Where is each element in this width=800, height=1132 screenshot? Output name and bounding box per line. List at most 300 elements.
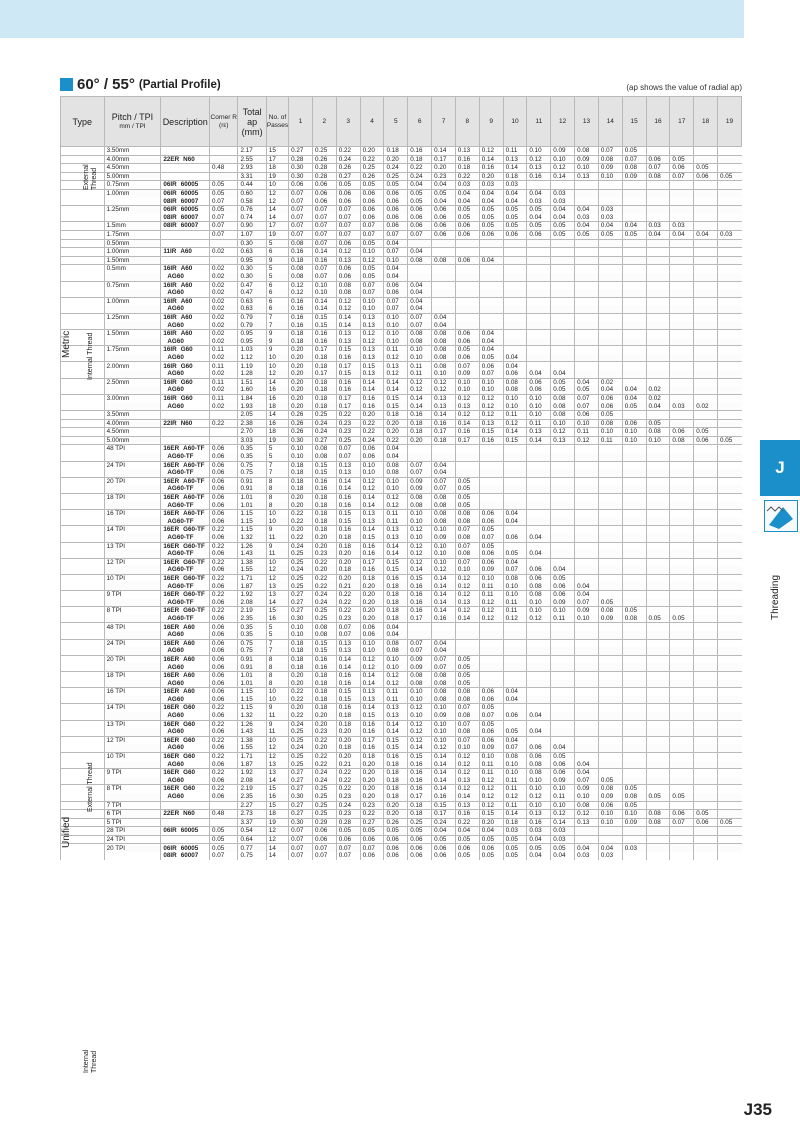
insert-code: AG60	[167, 353, 184, 361]
pass-value-16	[646, 362, 670, 370]
pass-value-3: 0.16	[336, 354, 360, 362]
pass-value-11: 0.16	[527, 172, 551, 181]
pass-value-18	[694, 265, 718, 273]
pass-value-16	[646, 206, 670, 214]
description-cell	[161, 181, 210, 190]
pass-value-15	[622, 469, 646, 477]
pass-value-13: 0.09	[575, 607, 599, 615]
pass-value-2: 0.18	[312, 502, 336, 510]
pass-value-14	[598, 534, 622, 542]
table-row	[61, 720, 742, 728]
description-cell	[161, 558, 210, 566]
pass-value-18	[694, 777, 718, 785]
pass-value-13	[575, 453, 599, 461]
pass-value-3: 0.14	[336, 485, 360, 493]
pass-value-10: 0.05	[503, 550, 527, 558]
pass-value-18	[694, 720, 718, 728]
description-cell	[161, 502, 210, 510]
pass-value-10: 0.15	[503, 436, 527, 445]
pass-value-16: 0.02	[646, 394, 670, 402]
passes-cell: 14	[266, 599, 288, 607]
pass-value-3: 0.15	[336, 696, 360, 704]
pass-value-19	[718, 631, 742, 639]
passes-cell: 12	[266, 574, 288, 582]
pass-value-3: 0.13	[336, 469, 360, 477]
pass-value-17	[670, 485, 694, 493]
pass-value-2: 0.06	[312, 827, 336, 836]
insert-code: N60	[183, 155, 195, 163]
holder-code: 16ER	[163, 510, 180, 518]
pass-value-8: 0.13	[455, 402, 479, 410]
pass-value-3: 0.12	[336, 305, 360, 313]
pass-value-7: 0.07	[432, 655, 456, 663]
pass-value-9: 0.04	[479, 346, 503, 354]
pass-value-12	[551, 445, 575, 453]
pass-value-14	[598, 712, 622, 720]
pass-value-19	[718, 835, 742, 844]
pass-value-16	[646, 313, 670, 321]
pass-value-3: 0.20	[336, 752, 360, 760]
pass-value-18	[694, 305, 718, 313]
pass-value-18	[694, 239, 718, 248]
pass-value-8: 0.05	[455, 485, 479, 493]
pitch-cell	[104, 386, 161, 394]
pass-value-12	[551, 728, 575, 736]
pass-value-17	[670, 370, 694, 378]
pass-value-8: 0.12	[455, 769, 479, 777]
pass-value-4: 0.06	[360, 189, 384, 197]
pass-value-15: 0.10	[622, 428, 646, 437]
pass-value-12	[551, 688, 575, 696]
pass-value-6: 0.04	[408, 289, 432, 297]
pass-value-14	[598, 688, 622, 696]
table-row	[61, 445, 742, 453]
pass-value-16: 0.05	[646, 419, 670, 428]
description-cell	[161, 696, 210, 704]
pass-value-2: 0.24	[312, 777, 336, 785]
pass-value-8	[455, 623, 479, 631]
passes-cell: 19	[266, 818, 288, 827]
description-cell	[161, 680, 210, 688]
pass-value-16	[646, 844, 670, 852]
pass-value-17	[670, 534, 694, 542]
pass-value-5: 0.16	[384, 752, 408, 760]
pass-value-2: 0.16	[312, 485, 336, 493]
pass-value-6: 0.16	[408, 607, 432, 615]
pass-value-1: 0.24	[289, 720, 313, 728]
pass-value-4: 0.16	[360, 728, 384, 736]
description-cell	[161, 370, 210, 378]
pass-value-9	[479, 639, 503, 647]
pass-value-16: 0.08	[646, 428, 670, 437]
pitch-cell: 28 TPI	[104, 827, 161, 836]
pass-value-7: 0.23	[432, 172, 456, 181]
pass-value-17	[670, 518, 694, 526]
pass-value-5: 0.10	[384, 321, 408, 329]
description-cell	[161, 518, 210, 526]
pass-value-7: 0.15	[432, 801, 456, 810]
pass-value-6	[408, 623, 432, 631]
pass-value-6: 0.08	[408, 672, 432, 680]
pass-value-12: 0.03	[551, 835, 575, 844]
pass-value-2: 0.18	[312, 688, 336, 696]
pass-value-17	[670, 281, 694, 289]
total-ap-cell: 1.15	[238, 704, 266, 712]
pass-value-14: 0.10	[598, 810, 622, 819]
holder-code: 16IR	[163, 362, 177, 370]
pass-value-14	[598, 362, 622, 370]
pass-value-4: 0.12	[360, 338, 384, 346]
pass-value-16	[646, 769, 670, 777]
total-ap-cell: 0.75	[238, 639, 266, 647]
pass-value-15	[622, 542, 646, 550]
total-ap-cell: 1.01	[238, 680, 266, 688]
pass-value-13: 0.04	[575, 378, 599, 386]
pass-value-4: 0.06	[360, 453, 384, 461]
pass-value-12: 0.08	[551, 394, 575, 402]
holder-code: 16IR	[163, 378, 177, 386]
table-row	[61, 696, 742, 704]
header-pass-9: 9	[479, 97, 503, 147]
corner-r-cell: 0.07	[210, 214, 238, 222]
pass-value-7: 0.08	[432, 696, 456, 704]
corner-r-cell: 0.02	[210, 330, 238, 338]
pass-value-3: 0.07	[336, 623, 360, 631]
insert-code: G60-TF	[183, 542, 205, 550]
corner-r-cell: 0.02	[210, 281, 238, 289]
pass-value-10	[503, 647, 527, 655]
total-ap-cell: 0.77	[238, 844, 266, 852]
pass-value-10: 0.11	[503, 607, 527, 615]
pass-value-11: 0.04	[527, 728, 551, 736]
pass-value-19	[718, 502, 742, 510]
pass-value-12: 0.04	[551, 744, 575, 752]
pass-value-9: 0.12	[479, 402, 503, 410]
description-cell	[161, 810, 210, 819]
pitch-cell: 1.75mm	[104, 230, 161, 239]
pass-value-2: 0.07	[312, 230, 336, 239]
pass-value-2: 0.06	[312, 198, 336, 206]
pass-value-8: 0.05	[455, 214, 479, 222]
header-pass-2: 2	[312, 97, 336, 147]
corner-r-cell: 0.48	[210, 810, 238, 819]
pass-value-13	[575, 346, 599, 354]
pass-value-15: 0.08	[622, 793, 646, 801]
pitch-cell: 14 TPI	[104, 704, 161, 712]
pass-value-18: 0.05	[694, 810, 718, 819]
pass-value-4: 0.22	[360, 155, 384, 164]
table-row	[61, 810, 742, 819]
pass-value-14: 0.09	[598, 164, 622, 173]
pass-value-15: 0.04	[622, 386, 646, 394]
pass-value-6	[408, 631, 432, 639]
header-pass-5: 5	[384, 97, 408, 147]
table-row	[61, 281, 742, 289]
pass-value-17	[670, 305, 694, 313]
total-ap-cell: 1.87	[238, 761, 266, 769]
corner-r-cell: 0.22	[210, 558, 238, 566]
passes-cell: 15	[266, 147, 288, 156]
pass-value-7: 0.14	[432, 411, 456, 420]
pass-value-11: 0.10	[527, 411, 551, 420]
pass-value-3: 0.13	[336, 256, 360, 265]
pass-value-12	[551, 256, 575, 265]
pass-value-6: 0.08	[408, 680, 432, 688]
pass-value-16	[646, 777, 670, 785]
pass-value-7: 0.05	[432, 835, 456, 844]
pass-value-16	[646, 469, 670, 477]
pass-value-4: 0.06	[360, 214, 384, 222]
pass-value-18	[694, 338, 718, 346]
description-cell	[161, 793, 210, 801]
insert-code: A60	[180, 330, 193, 338]
pass-value-7: 0.14	[432, 777, 456, 785]
pitch-cell: 5.00mm	[104, 172, 161, 181]
passes-cell: 6	[266, 289, 288, 297]
pass-value-14	[598, 477, 622, 485]
pass-value-2: 0.25	[312, 607, 336, 615]
passes-cell: 5	[266, 273, 288, 281]
total-ap-cell: 0.91	[238, 663, 266, 671]
pass-value-11	[527, 354, 551, 362]
pass-value-18	[694, 852, 718, 860]
pass-value-11: 0.12	[527, 615, 551, 623]
description-cell	[161, 688, 210, 696]
pass-value-18	[694, 330, 718, 338]
pass-value-18	[694, 607, 718, 615]
pass-value-14	[598, 639, 622, 647]
corner-r-cell: 0.06	[210, 502, 238, 510]
pass-value-10: 0.03	[503, 181, 527, 190]
pass-value-8: 0.05	[455, 346, 479, 354]
pass-value-14	[598, 248, 622, 257]
description-cell	[161, 256, 210, 265]
pass-value-13	[575, 623, 599, 631]
pass-value-9: 0.15	[479, 810, 503, 819]
pass-value-12: 0.10	[551, 155, 575, 164]
pass-value-4: 0.20	[360, 777, 384, 785]
passes-cell: 8	[266, 485, 288, 493]
pass-value-4: 0.16	[360, 720, 384, 728]
pass-value-1: 0.25	[289, 761, 313, 769]
pass-value-3: 0.05	[336, 181, 360, 190]
pitch-cell: 9 TPI	[104, 591, 161, 599]
pass-value-4: 0.12	[360, 477, 384, 485]
pass-value-10	[503, 655, 527, 663]
total-ap-cell: 1.32	[238, 712, 266, 720]
pass-value-9	[479, 281, 503, 289]
description-cell	[161, 631, 210, 639]
pass-value-16	[646, 655, 670, 663]
pitch-cell	[104, 198, 161, 206]
pass-value-3: 0.06	[336, 265, 360, 273]
table-row	[61, 574, 742, 582]
pass-value-17	[670, 362, 694, 370]
pass-value-17	[670, 265, 694, 273]
pass-value-4: 0.15	[360, 362, 384, 370]
pass-value-19	[718, 769, 742, 777]
pass-value-18	[694, 155, 718, 164]
passes-cell: 10	[266, 736, 288, 744]
pass-value-17	[670, 769, 694, 777]
pass-value-18: 0.06	[694, 436, 718, 445]
pass-value-19: 0.05	[718, 172, 742, 181]
pass-value-4: 0.13	[360, 518, 384, 526]
description-cell	[161, 510, 210, 518]
description-cell	[161, 273, 210, 281]
total-ap-cell: 1.01	[238, 672, 266, 680]
holder-code: 16ER	[163, 558, 180, 566]
pass-value-19	[718, 394, 742, 402]
pass-value-14	[598, 273, 622, 281]
pass-value-12	[551, 672, 575, 680]
pass-value-12: 0.10	[551, 801, 575, 810]
pass-value-1: 0.24	[289, 744, 313, 752]
pass-value-11	[527, 281, 551, 289]
pass-value-14	[598, 461, 622, 469]
pass-value-3: 0.18	[336, 720, 360, 728]
pass-value-14	[598, 198, 622, 206]
pass-value-10: 0.10	[503, 769, 527, 777]
total-ap-cell: 1.92	[238, 769, 266, 777]
pitch-cell: 1.00mm	[104, 297, 161, 305]
pass-value-15: 0.05	[622, 402, 646, 410]
pass-value-19	[718, 793, 742, 801]
pass-value-8: 0.07	[455, 558, 479, 566]
pass-value-1: 0.30	[289, 818, 313, 827]
description-cell	[161, 321, 210, 329]
description-cell	[161, 198, 210, 206]
pass-value-13	[575, 752, 599, 760]
pass-value-19	[718, 777, 742, 785]
pass-value-11: 0.06	[527, 752, 551, 760]
pass-value-8: 0.05	[455, 852, 479, 860]
pitch-cell: 3.00mm	[104, 394, 161, 402]
pass-value-7: 0.07	[432, 485, 456, 493]
pass-value-14	[598, 453, 622, 461]
description-cell	[161, 736, 210, 744]
holder-code: 16ER	[163, 526, 180, 534]
pass-value-18	[694, 736, 718, 744]
pass-value-7	[432, 265, 456, 273]
pass-value-7: 0.10	[432, 550, 456, 558]
passes-cell: 18	[266, 428, 288, 437]
pass-value-15	[622, 591, 646, 599]
pass-value-10	[503, 477, 527, 485]
corner-r-cell: 0.11	[210, 394, 238, 402]
corner-r-cell: 0.11	[210, 346, 238, 354]
pass-value-17: 0.08	[670, 436, 694, 445]
table-row	[61, 394, 742, 402]
pass-value-8	[455, 248, 479, 257]
pass-value-4: 0.06	[360, 835, 384, 844]
pass-value-17	[670, 582, 694, 590]
pass-value-8	[455, 305, 479, 313]
pass-value-10: 0.13	[503, 155, 527, 164]
pitch-cell: 16 TPI	[104, 688, 161, 696]
pass-value-10: 0.05	[503, 206, 527, 214]
pass-value-3: 0.16	[336, 680, 360, 688]
corner-r-cell: 0.06	[210, 655, 238, 663]
pass-value-11	[527, 493, 551, 501]
pass-value-1: 0.20	[289, 378, 313, 386]
corner-r-cell: 0.06	[210, 469, 238, 477]
pass-value-14: 0.10	[598, 428, 622, 437]
pass-value-11: 0.04	[527, 550, 551, 558]
pass-value-6: 0.07	[408, 647, 432, 655]
pass-value-1: 0.20	[289, 704, 313, 712]
pass-value-16	[646, 281, 670, 289]
pass-value-17	[670, 289, 694, 297]
table-row	[61, 550, 742, 558]
pass-value-19	[718, 147, 742, 156]
pitch-cell: 1.25mm	[104, 313, 161, 321]
pass-value-1: 0.16	[289, 297, 313, 305]
passes-cell: 19	[266, 436, 288, 445]
pass-value-11	[527, 720, 551, 728]
pass-value-2: 0.25	[312, 411, 336, 420]
pass-value-11	[527, 623, 551, 631]
description-cell	[161, 550, 210, 558]
pass-value-2: 0.15	[312, 469, 336, 477]
passes-cell: 18	[266, 402, 288, 410]
pass-value-9: 0.12	[479, 599, 503, 607]
pass-value-8: 0.13	[455, 801, 479, 810]
pass-value-14: 0.04	[598, 222, 622, 231]
pass-value-10	[503, 273, 527, 281]
pass-value-7: 0.08	[432, 346, 456, 354]
table-row	[61, 313, 742, 321]
pass-value-16: 0.08	[646, 810, 670, 819]
pitch-cell: 1.5mm	[104, 222, 161, 231]
pass-value-16: 0.10	[646, 436, 670, 445]
holder-code: 16IR	[163, 330, 177, 338]
table-row	[61, 591, 742, 599]
total-ap-cell: 0.47	[238, 289, 266, 297]
pass-value-1: 0.07	[289, 189, 313, 197]
pass-value-19	[718, 493, 742, 501]
pass-value-11: 0.06	[527, 386, 551, 394]
pass-value-2: 0.29	[312, 818, 336, 827]
pass-value-5: 0.18	[384, 615, 408, 623]
pass-value-10	[503, 281, 527, 289]
pass-value-17	[670, 493, 694, 501]
pass-value-6: 0.16	[408, 761, 432, 769]
pass-value-17	[670, 147, 694, 156]
pass-value-10	[503, 485, 527, 493]
pass-value-18	[694, 206, 718, 214]
pass-value-8	[455, 297, 479, 305]
pass-value-5: 0.05	[384, 827, 408, 836]
table-row	[61, 214, 742, 222]
pass-value-18	[694, 574, 718, 582]
pass-value-15	[622, 631, 646, 639]
description-cell	[161, 206, 210, 214]
pass-value-5: 0.05	[384, 181, 408, 190]
header-pass-15: 15	[622, 97, 646, 147]
pass-value-4: 0.13	[360, 688, 384, 696]
pass-value-7: 0.14	[432, 761, 456, 769]
pass-value-11	[527, 256, 551, 265]
pass-value-17	[670, 189, 694, 197]
pass-value-17: 0.05	[670, 793, 694, 801]
table-row	[61, 297, 742, 305]
corner-r-cell: 0.02	[210, 248, 238, 257]
pass-value-2: 0.25	[312, 810, 336, 819]
total-ap-cell: 1.32	[238, 534, 266, 542]
total-ap-cell: 1.15	[238, 526, 266, 534]
pass-value-11	[527, 502, 551, 510]
